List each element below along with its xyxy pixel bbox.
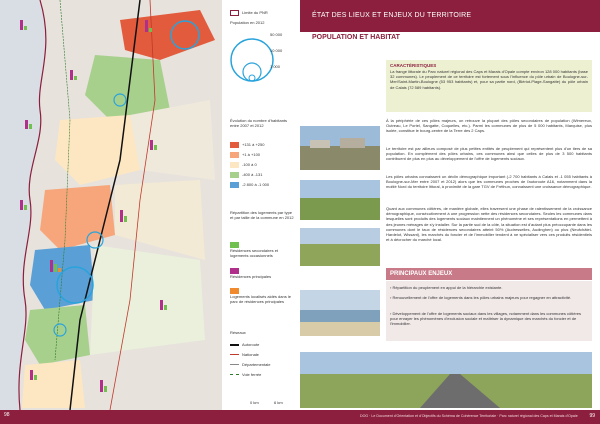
characteristics-title: CARACTÉRISTIQUES: [390, 63, 437, 68]
scale-end: 6 km: [274, 400, 283, 405]
key-issues-title: PRINCIPAUX ENJEUX: [390, 271, 453, 277]
photo-beach: [300, 290, 380, 336]
key-issue-1: › Répartition du peuplement en appui de la hiérarchie existante.: [390, 285, 503, 290]
characteristics-text: La frange littorale du Parc naturel régional des Caps et Marais d'Opale compte environ 128 000 habitants (base 32 communes). Le peuplement de ce territoire est fortement sous l'influence du pôle urbain de Boulogne-sur-Mer/Saint-Martin-Boulogne (53 953 habitants) et, pour sa partie nord, (Blériot-Plage-Sangatte) du pôle urbain de Calais (72 589 habitants).: [390, 69, 588, 90]
legend-road-nationale: Nationale: [230, 352, 259, 357]
population-circles-legend: [230, 30, 290, 102]
legend-evo-1: +131 à +250: [230, 142, 264, 148]
key-issues-box: [386, 281, 592, 341]
photo-coastal-town: [300, 126, 380, 170]
legend-rep-secondary: Résidences secondaires et logements occasionnels: [230, 242, 296, 258]
right-page: [300, 0, 600, 424]
paragraph-4: Quant aux communes côtières, de manière globale, elles traversent une phase de ralentissement de la croissance démographique, consécutivement à une progression nette des résidences secondaires. Seules les communes dans lesquelles sont produits des logements sociaux maintiennent un phénomène et ses représentations en permettent à des jeunes ménages de s'y installer. Sur la partie sud de la côte, la situation est d'autant plus préoccupante dans les communes dont le taux de résidences secondaires atteint 50% (Audresselles, Audinghen) ou plus (Neufchâtel-Hardelot, Wissant), les marchés du foncier et de l'immobilier tendent à ne spécialiser vers ces produits résidentiels et à décrocher du marché local.: [386, 206, 592, 243]
legend-road-departementale: Départementale: [230, 362, 270, 367]
key-issue-2: › Renouvellement de l'offre de logements dans les pôles urbains majeurs pour regagner en attractivité.: [390, 295, 572, 300]
legend-rep-social: Logements localisés aidés dans le parc de résidences principales: [230, 288, 296, 304]
territory-map: [0, 0, 222, 410]
paragraph-1: À la périphérie de ces pôles majeurs, on retrouve la plupart des pôles secondaires de population (Wimereux, Outreau, Le Portel, Sangatte, Coquelles, etc.). Parmi les communes de plus de 5 000 habitants, Marquise, plus isolée, constitue le bourg-centre de la Terre des 2 Caps.: [386, 118, 592, 134]
legend-repartition-title: Répartition des logements par type et par taille de la commune en 2012: [230, 210, 294, 220]
legend-evo-5: -2 800 à -1 000: [230, 182, 269, 188]
legend-evo-4: -400 à -131: [230, 172, 262, 178]
characteristics-box: [386, 60, 592, 112]
legend-roads-title: Réseaux: [230, 330, 246, 335]
key-issues-header: [386, 268, 592, 280]
paragraph-2: Le territoire est par ailleurs composé de plus petites entités de peuplement qui représentent plus d'un tiers de sa population. En complément des pôles urbains, ces communes ainsi que celles de plus de 3 500 habitants contribuent de plus en plus au développement de l'offre de logements sociaux.: [386, 146, 592, 162]
legend-road-autoroute: Autoroute: [230, 342, 259, 347]
photo-road-landscape: [300, 352, 592, 408]
footer-text: DOG · Le Document d'Orientation et d'Objectifs du Schéma de Cohérence Territoriale · Parc naturel régional des Caps et Marais d'Opale: [360, 414, 578, 418]
pop-value-medium: 10 000: [270, 48, 283, 53]
right-footer: [300, 410, 600, 424]
legend-road-railway: Voie ferrée: [230, 372, 261, 377]
scale-start: 0 km: [250, 400, 259, 405]
legend-evolution-title: Évolution du nombre d'habitants entre 2007 et 2012: [230, 118, 288, 128]
photo-countryside: [300, 180, 380, 220]
key-issue-3: › Développement de l'offre de logements sociaux dans les villages, notamment dans les communes côtières pour enrayer les phénomènes d'exclusion sociale et maîtriser la dynamique des marchés du foncier et de l'immobilier.: [390, 311, 582, 326]
left-footer: [0, 410, 300, 424]
section-title: POPULATION ET HABITAT: [312, 34, 400, 41]
legend-evo-2: +1 à +100: [230, 152, 260, 158]
paragraph-3: Les pôles urbains connaissent un déclin démographique important (-2 700 habitants à Calais et -1 055 habitants à Boulogne-sur-Mer entre 2007 et 2012) alors que les communes proches de l'autoroute A16, notamment dans la moitié Nord du territoire littoral, à proximité de la gare TGV de Fréthun, connaissent une croissance démographique.: [386, 174, 592, 190]
page-title: ÉTAT DES LIEUX ET ENJEUX DU TERRITOIRE: [312, 12, 472, 19]
right-page-number: 99: [589, 413, 595, 419]
map-legend: [224, 6, 298, 410]
legend-evo-3: -100 à 0: [230, 162, 257, 168]
pop-value-small: 1 000: [270, 64, 281, 69]
legend-pnr-limit: Limite du PNR: [230, 10, 268, 16]
left-page-number: 98: [4, 412, 10, 418]
legend-population-title: Population en 2012: [230, 20, 265, 25]
pop-value-large: 50 000: [270, 32, 283, 37]
header-bar: [300, 0, 600, 32]
photo-fields: [300, 228, 380, 266]
legend-rep-principal: Résidences principales: [230, 268, 296, 279]
